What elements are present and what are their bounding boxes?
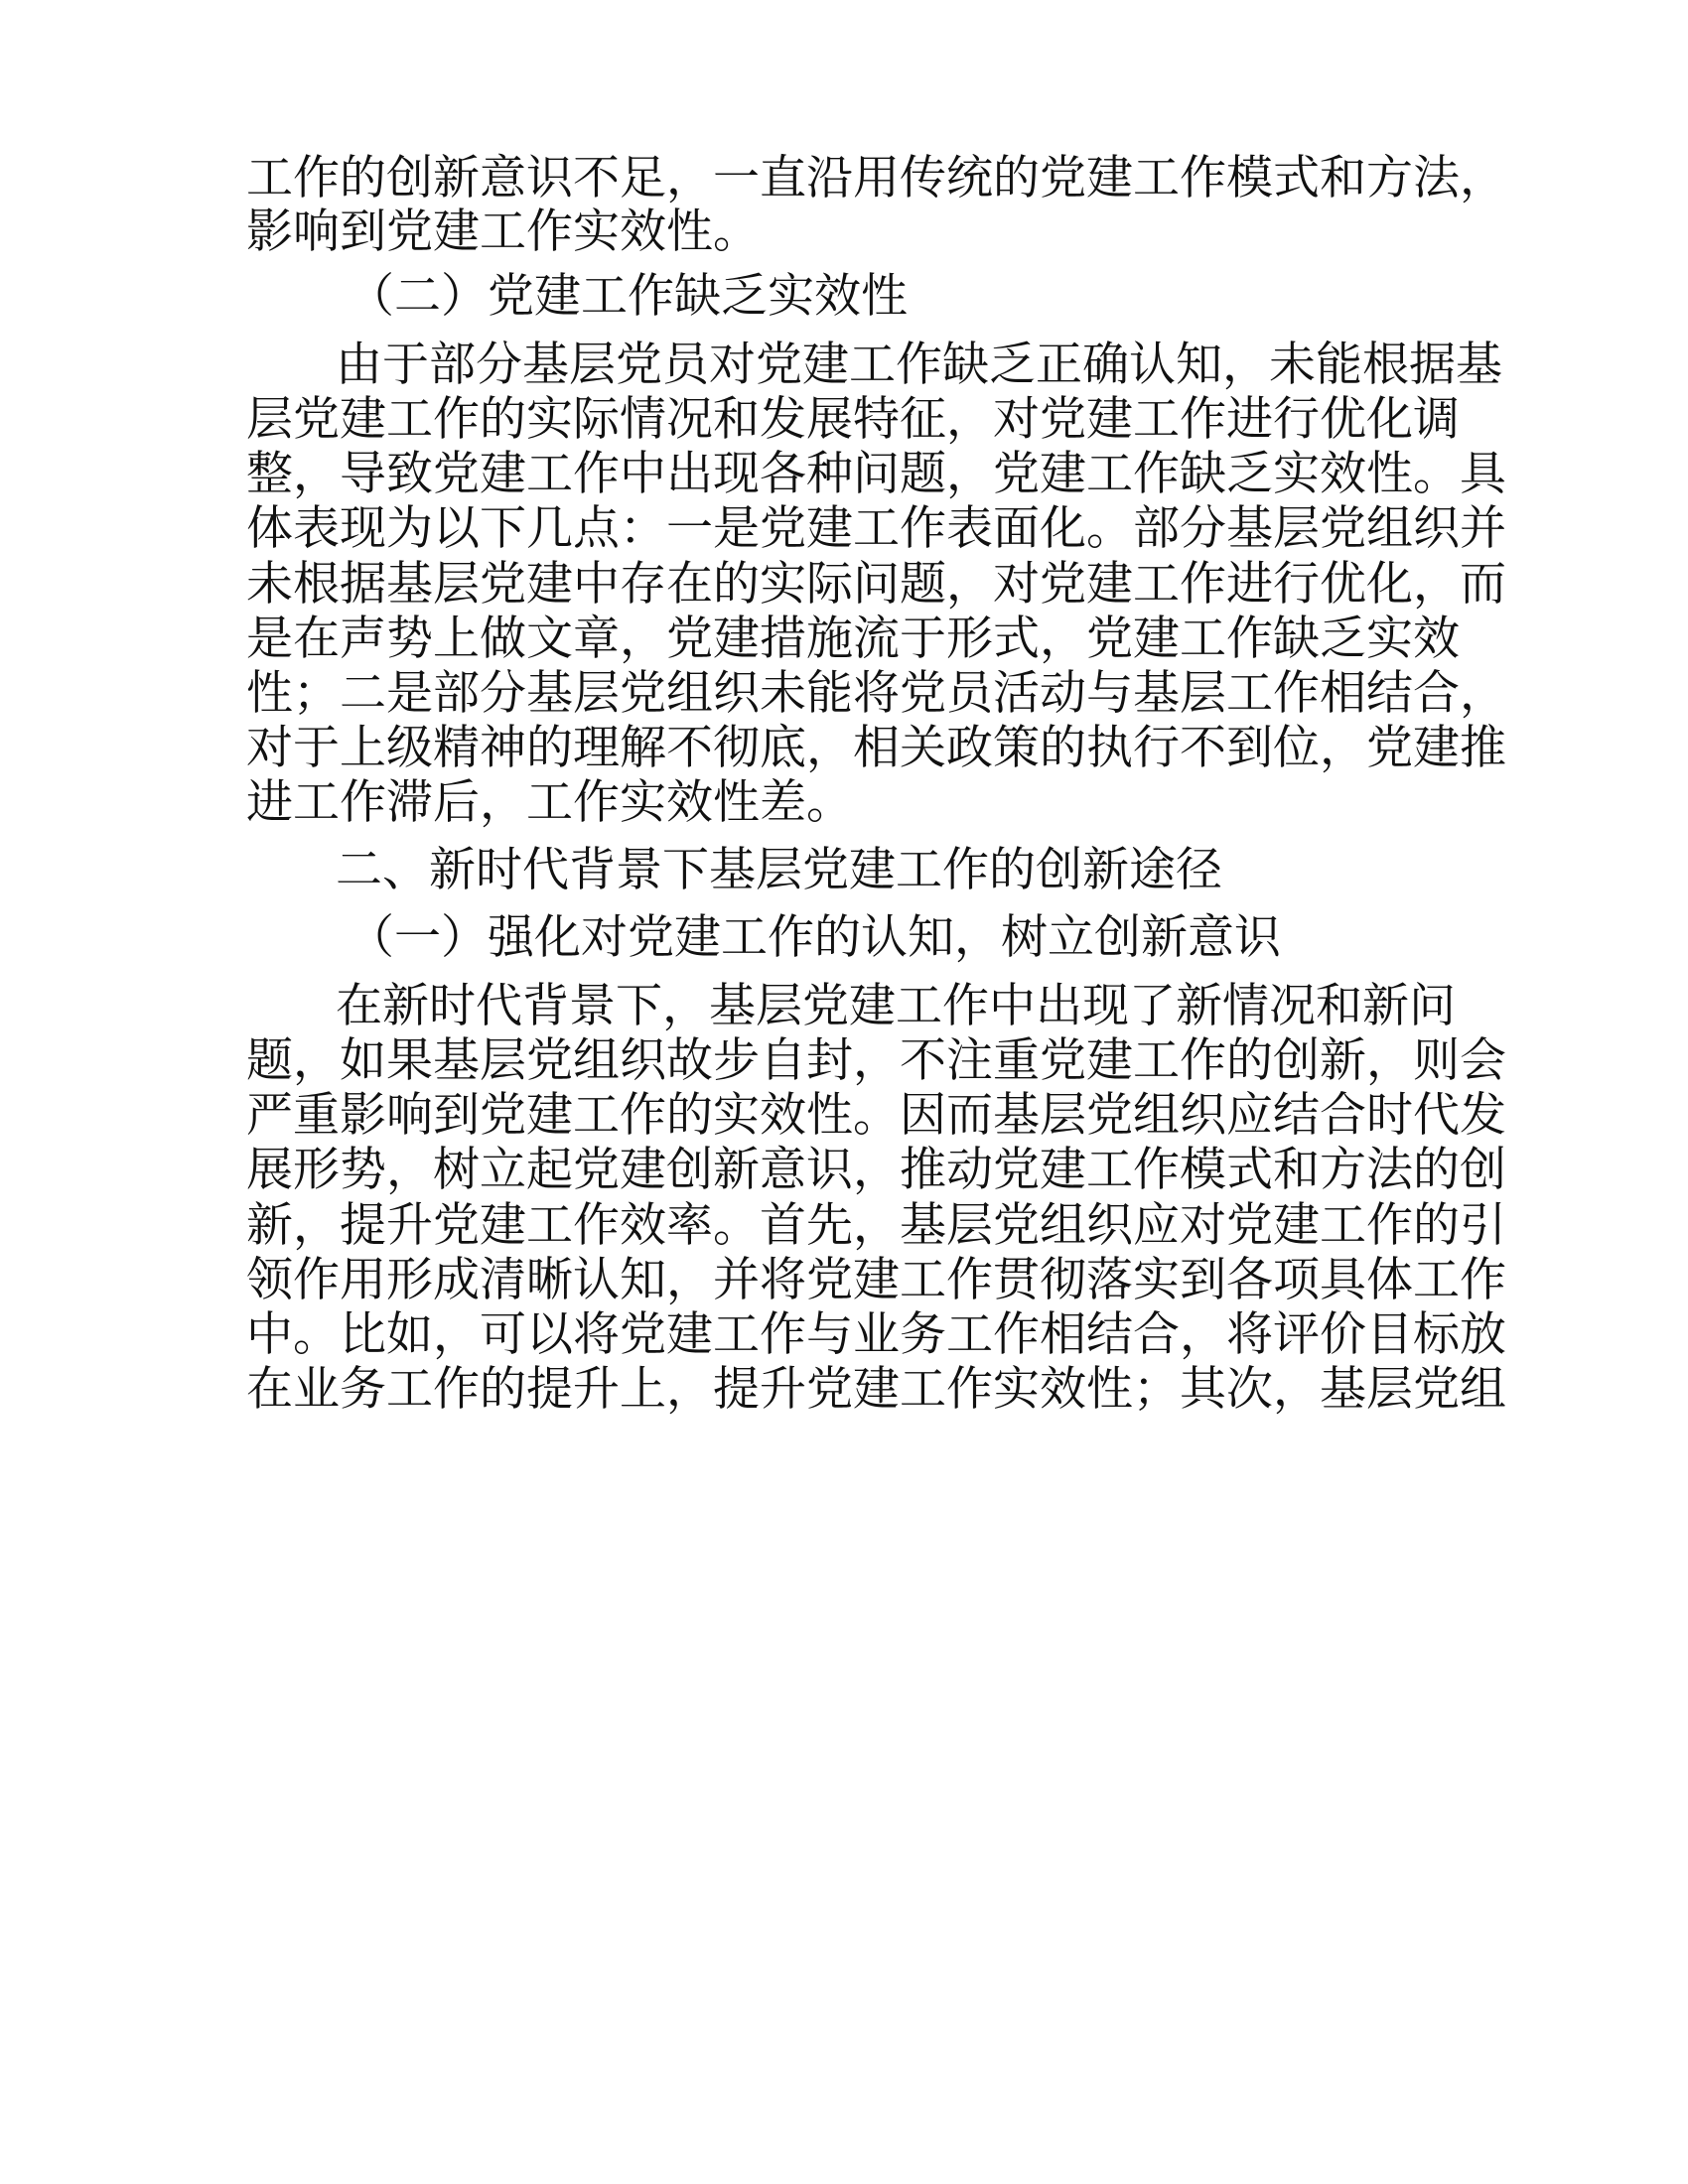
section-subheading: （一）强化对党建工作的认知，树立创新意识 [348,910,1281,965]
body-text-line: 题，如果基层党组织故步自封，不注重党建工作的创新，则会 [246,1033,1506,1088]
body-text-line: 影响到党建工作实效性。 [246,205,760,259]
body-text-line: 层党建工作的实际情况和发展特征，对党建工作进行优化调 [246,392,1460,447]
body-text-line: 对于上级精神的理解不彻底，相关政策的执行不到位，党建推 [246,721,1506,775]
body-text-line: 是在声势上做文章，党建措施流于形式，党建工作缺乏实效 [246,612,1460,666]
body-text-line: 体表现为以下几点：一是党建工作表面化。部分基层党组织并 [246,501,1506,556]
section-heading: 二、新时代背景下基层党建工作的创新途径 [336,843,1222,897]
body-text-line: 工作的创新意识不足，一直沿用传统的党建工作模式和方法， [246,151,1506,205]
body-text-line: 中。比如，可以将党建工作与业务工作相结合，将评价目标放 [246,1307,1506,1362]
section-subheading: （二）党建工作缺乏实效性 [348,269,908,324]
body-text-line: 由于部分基层党员对党建工作缺乏正确认知，未能根据基 [336,338,1502,392]
body-text-line: 在业务工作的提升上，提升党建工作实效性；其次，基层党组 [246,1362,1506,1417]
body-text-line: 进工作滞后，工作实效性差。 [246,775,853,830]
body-text-line: 整，导致党建工作中出现各种问题，党建工作缺乏实效性。具 [246,447,1506,501]
body-text-line: 严重影响到党建工作的实效性。因而基层党组织应结合时代发 [246,1088,1506,1143]
body-text-line: 展形势，树立起党建创新意识，推动党建工作模式和方法的创 [246,1143,1506,1197]
body-text-line: 在新时代背景下，基层党建工作中出现了新情况和新问 [336,979,1456,1033]
body-text-line: 性；二是部分基层党组织未能将党员活动与基层工作相结合， [246,666,1506,721]
body-text-line: 新，提升党建工作效率。首先，基层党组织应对党建工作的引 [246,1198,1506,1253]
body-text-line: 领作用形成清晰认知，并将党建工作贯彻落实到各项具体工作 [246,1253,1506,1307]
body-text-line: 未根据基层党建中存在的实际问题，对党建工作进行优化，而 [246,557,1506,612]
